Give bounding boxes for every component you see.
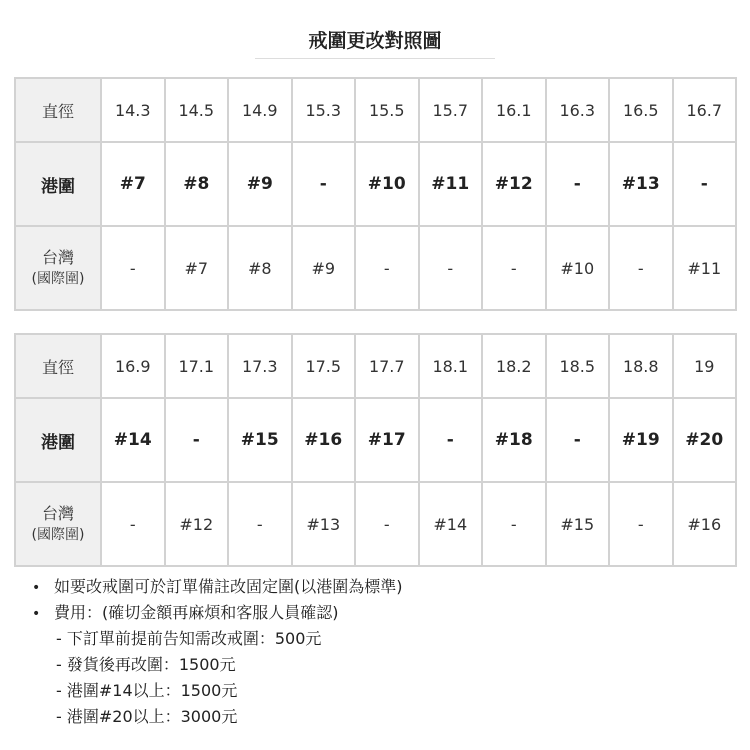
diameter-cell: 18.8 — [609, 334, 673, 398]
hk-size-cell: - — [673, 142, 737, 226]
tw-size-cell: #10 — [546, 226, 610, 310]
diameter-cell: 16.9 — [101, 334, 165, 398]
bullet-icon: • — [32, 580, 41, 596]
tw-size-label — [15, 226, 101, 310]
diameter-row — [15, 334, 736, 398]
bullet-icon: • — [32, 606, 41, 622]
tw-size-cell: #16 — [673, 482, 737, 566]
diameter-cell: 18.5 — [546, 334, 610, 398]
diameter-cell: 18.2 — [482, 334, 546, 398]
title-underline — [255, 58, 495, 59]
note-text: 如要改戒圍可於訂單備註改固定圍(以港圍為標準) — [54, 577, 403, 596]
page-title: 戒圍更改對照圖 — [308, 30, 442, 52]
tw-size-cell: - — [355, 226, 419, 310]
diameter-cell: 15.3 — [292, 78, 356, 142]
fee-item: - 港圍#20以上：3000元 — [56, 707, 238, 726]
hk-size-label: 港圍 — [15, 398, 101, 482]
ring-size-table-2 — [14, 333, 737, 567]
diameter-label: 直徑 — [15, 78, 101, 142]
tw-size-cell: #12 — [165, 482, 229, 566]
hk-size-cell: #15 — [228, 398, 292, 482]
diameter-cell: 16.7 — [673, 78, 737, 142]
tw-size-cell: - — [101, 226, 165, 310]
tw-size-cell: - — [609, 226, 673, 310]
tw-size-row — [15, 226, 736, 310]
diameter-cell: 17.7 — [355, 334, 419, 398]
tw-size-label — [15, 482, 101, 566]
tw-size-cell: #14 — [419, 482, 483, 566]
hk-size-cell: #10 — [355, 142, 419, 226]
tw-size-cell: - — [228, 482, 292, 566]
diameter-cell: 17.5 — [292, 334, 356, 398]
tw-size-label-main: 台灣 — [41, 248, 74, 267]
diameter-cell: 19 — [673, 334, 737, 398]
tw-size-cell: #8 — [228, 226, 292, 310]
tw-size-cell: #13 — [292, 482, 356, 566]
tw-size-cell: #11 — [673, 226, 737, 310]
tw-size-cell: - — [482, 482, 546, 566]
note-bullet-item — [32, 600, 732, 626]
hk-size-cell: - — [165, 398, 229, 482]
tw-size-label-main: 台灣 — [41, 504, 74, 523]
fee-item: - 港圍#14以上：1500元 — [56, 681, 238, 700]
diameter-cell: 16.1 — [482, 78, 546, 142]
hk-size-cell: - — [419, 398, 483, 482]
fee-item: - 發貨後再改圍：1500元 — [56, 655, 236, 674]
diameter-cell: 14.5 — [165, 78, 229, 142]
tw-size-cell: #15 — [546, 482, 610, 566]
diameter-cell: 16.5 — [609, 78, 673, 142]
tw-size-cell: #7 — [165, 226, 229, 310]
diameter-cell: 17.1 — [165, 334, 229, 398]
diameter-cell: 17.3 — [228, 334, 292, 398]
hk-size-row — [15, 142, 736, 226]
hk-size-cell: #16 — [292, 398, 356, 482]
note-bullet-item — [32, 574, 732, 600]
hk-size-cell: #8 — [165, 142, 229, 226]
hk-size-cell: #9 — [228, 142, 292, 226]
hk-size-cell: #13 — [609, 142, 673, 226]
hk-size-cell: #11 — [419, 142, 483, 226]
diameter-cell: 14.3 — [101, 78, 165, 142]
diameter-cell: 18.1 — [419, 334, 483, 398]
diameter-cell: 16.3 — [546, 78, 610, 142]
tw-size-cell: - — [355, 482, 419, 566]
diameter-cell: 14.9 — [228, 78, 292, 142]
hk-size-cell: #17 — [355, 398, 419, 482]
diameter-cell: 15.5 — [355, 78, 419, 142]
hk-size-row — [15, 398, 736, 482]
hk-size-cell: #20 — [673, 398, 737, 482]
diameter-cell: 15.7 — [419, 78, 483, 142]
hk-size-cell: #19 — [609, 398, 673, 482]
diameter-label: 直徑 — [15, 334, 101, 398]
fee-item: - 下訂單前提前告知需改戒圍：500元 — [56, 629, 322, 648]
diameter-row — [15, 78, 736, 142]
tw-size-row — [15, 482, 736, 566]
tw-size-cell: #9 — [292, 226, 356, 310]
tw-size-cell: - — [482, 226, 546, 310]
hk-size-cell: - — [292, 142, 356, 226]
tw-size-label-sub: (國際圍) — [31, 527, 85, 543]
note-text: 費用：(確切金額再麻煩和客服人員確認) — [54, 603, 339, 622]
hk-size-cell: #14 — [101, 398, 165, 482]
hk-size-cell: #7 — [101, 142, 165, 226]
tw-size-cell: - — [609, 482, 673, 566]
hk-size-cell: #18 — [482, 398, 546, 482]
hk-size-cell: - — [546, 142, 610, 226]
tw-size-label-sub: (國際圍) — [31, 271, 85, 287]
notes-section — [32, 574, 732, 730]
hk-size-label: 港圍 — [15, 142, 101, 226]
ring-size-table-1 — [14, 77, 737, 311]
hk-size-cell: #12 — [482, 142, 546, 226]
hk-size-cell: - — [546, 398, 610, 482]
tw-size-cell: - — [419, 226, 483, 310]
tw-size-cell: - — [101, 482, 165, 566]
